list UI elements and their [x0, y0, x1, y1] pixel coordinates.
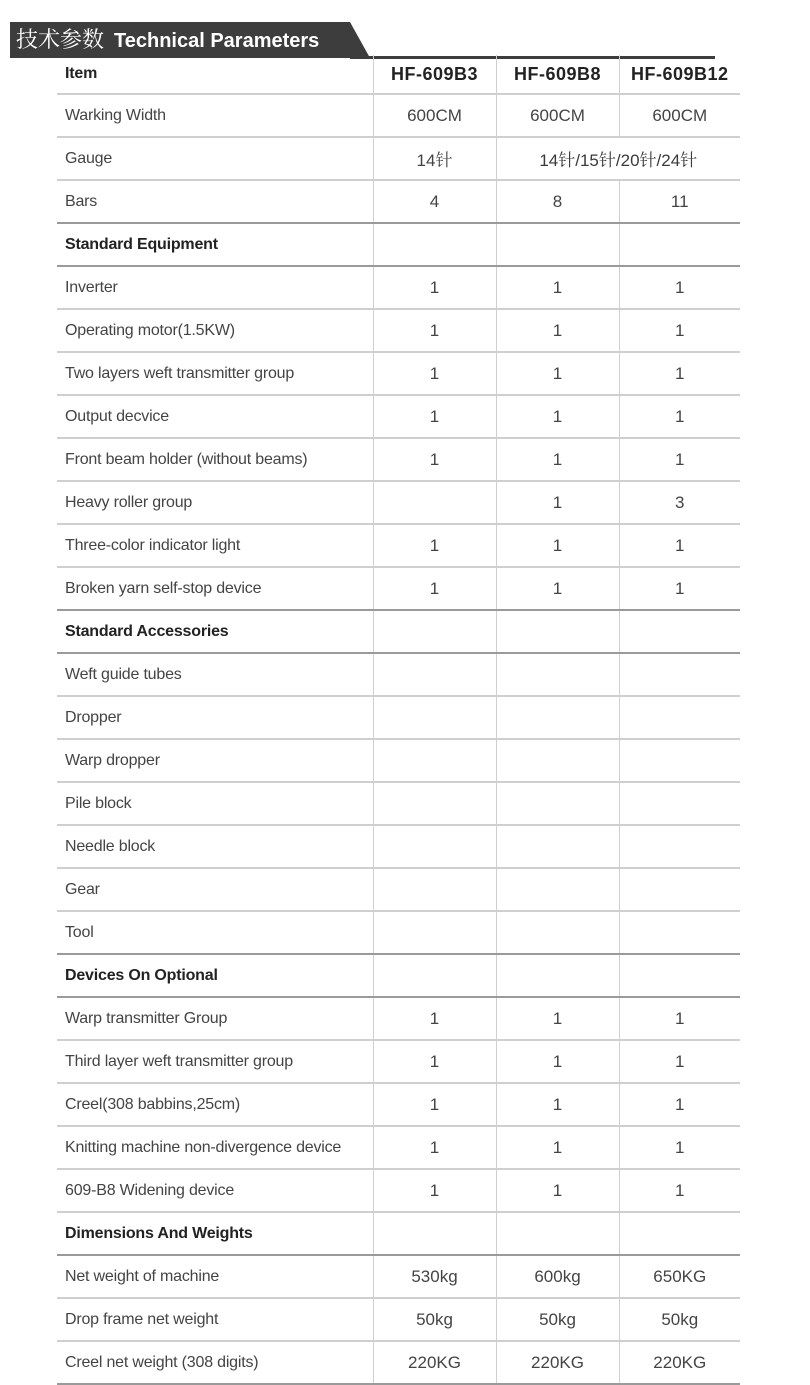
cell-b3: 14针	[373, 137, 496, 180]
cell-b3: 220KG	[373, 1341, 496, 1384]
cell-b12: 600CM	[619, 94, 740, 137]
row-label: Dropper	[57, 696, 373, 739]
row-label: Inverter	[57, 266, 373, 309]
row-label: Third layer weft transmitter group	[57, 1040, 373, 1083]
row-label: Needle block	[57, 825, 373, 868]
table-row	[57, 438, 740, 481]
table-row	[57, 653, 740, 696]
cell-b12: 1	[619, 352, 740, 395]
row-label: 609-B8 Widening device	[57, 1169, 373, 1212]
cell-b12: 1	[619, 266, 740, 309]
row-label: Output decvice	[57, 395, 373, 438]
cell-b3: 1	[373, 266, 496, 309]
table-row	[57, 1255, 740, 1298]
cell-b8: 600kg	[496, 1255, 619, 1298]
cell-b3: 1	[373, 1040, 496, 1083]
cell-b12: 3	[619, 481, 740, 524]
cell-b12: 1	[619, 1126, 740, 1169]
cell-b12: 650KG	[619, 1255, 740, 1298]
row-label: Pile block	[57, 782, 373, 825]
section-label: Devices On Optional	[57, 954, 373, 997]
cell-b8: 1	[496, 266, 619, 309]
row-label: Two layers weft transmitter group	[57, 352, 373, 395]
row-label: Creel net weight (308 digits)	[57, 1341, 373, 1384]
row-label: Front beam holder (without beams)	[57, 438, 373, 481]
cell-b12: 1	[619, 309, 740, 352]
row-label: Warking Width	[57, 94, 373, 137]
table-row	[57, 782, 740, 825]
cell-b8: 220KG	[496, 1341, 619, 1384]
row-label: Heavy roller group	[57, 481, 373, 524]
section-title-en: Technical Parameters	[114, 30, 320, 52]
cell-b8: 1	[496, 1083, 619, 1126]
cell-b8: 1	[496, 1169, 619, 1212]
cell-b3: 1	[373, 352, 496, 395]
cell-b8: 1	[496, 524, 619, 567]
cell-b3: 1	[373, 438, 496, 481]
cell-b12: 1	[619, 997, 740, 1040]
cell-b12: 50kg	[619, 1298, 740, 1341]
table-row	[57, 1169, 740, 1212]
cell-b12: 1	[619, 438, 740, 481]
row-label: Gauge	[57, 137, 373, 180]
table-row	[57, 395, 740, 438]
row-label: Broken yarn self-stop device	[57, 567, 373, 610]
cell-b8: 1	[496, 1126, 619, 1169]
cell-b3: 1	[373, 1083, 496, 1126]
cell-b3: 1	[373, 309, 496, 352]
cell-b12: 1	[619, 1040, 740, 1083]
cell-b8: 8	[496, 180, 619, 223]
table-row	[57, 997, 740, 1040]
cell-b3: 1	[373, 997, 496, 1040]
cell-b3: 4	[373, 180, 496, 223]
table-row	[57, 94, 740, 137]
cell-b12: 11	[619, 180, 740, 223]
table-row	[57, 868, 740, 911]
table-row	[57, 911, 740, 954]
column-header-item: Item	[57, 55, 373, 94]
cell-b8: 1	[496, 438, 619, 481]
table-row	[57, 524, 740, 567]
table-row	[57, 180, 740, 223]
cell-b3: 1	[373, 524, 496, 567]
cell-b12: 1	[619, 395, 740, 438]
row-label: Warp transmitter Group	[57, 997, 373, 1040]
section-label: Standard Equipment	[57, 223, 373, 266]
column-header-b3: HF-609B3	[373, 55, 496, 94]
cell-b3: 530kg	[373, 1255, 496, 1298]
cell-b8: 1	[496, 309, 619, 352]
cell-b3: 50kg	[373, 1298, 496, 1341]
cell-b12: 1	[619, 1083, 740, 1126]
cell-b3: 1	[373, 567, 496, 610]
table-row	[57, 1298, 740, 1341]
row-label: Three-color indicator light	[57, 524, 373, 567]
row-label: Bars	[57, 180, 373, 223]
cell-b3: 1	[373, 1169, 496, 1212]
cell-b8: 1	[496, 481, 619, 524]
section-title-cn: 技术参数	[16, 27, 105, 52]
cell-b8: 600CM	[496, 94, 619, 137]
row-label: Operating motor(1.5KW)	[57, 309, 373, 352]
column-header-b8: HF-609B8	[496, 55, 619, 94]
row-label: Creel(308 babbins,25cm)	[57, 1083, 373, 1126]
table-row	[57, 481, 740, 524]
cell-b12: 220KG	[619, 1341, 740, 1384]
cell-b3: 1	[373, 1126, 496, 1169]
table-row	[57, 1341, 740, 1384]
cell-b3	[373, 481, 496, 524]
table-row	[57, 825, 740, 868]
row-label: Tool	[57, 911, 373, 954]
section-row-standard-equipment	[57, 223, 740, 266]
table-row	[57, 352, 740, 395]
cell-b3: 1	[373, 395, 496, 438]
section-label: Standard Accessories	[57, 610, 373, 653]
cell-b12: 1	[619, 1169, 740, 1212]
cell-b8: 1	[496, 352, 619, 395]
row-label: Net weight of machine	[57, 1255, 373, 1298]
cell-b3: 600CM	[373, 94, 496, 137]
section-row-devices-on-optional	[57, 954, 740, 997]
row-label: Gear	[57, 868, 373, 911]
parameters-table	[57, 55, 740, 1385]
table-row	[57, 266, 740, 309]
row-label: Weft guide tubes	[57, 653, 373, 696]
cell-b12: 1	[619, 567, 740, 610]
row-label: Drop frame net weight	[57, 1298, 373, 1341]
cell-b8: 1	[496, 395, 619, 438]
column-header-b12: HF-609B12	[619, 55, 740, 94]
table-row	[57, 696, 740, 739]
cell-b8: 1	[496, 1040, 619, 1083]
table-row	[57, 309, 740, 352]
table-row	[57, 1083, 740, 1126]
row-label: Knitting machine non-divergence device	[57, 1126, 373, 1169]
row-label: Warp dropper	[57, 739, 373, 782]
cell-b8-b12-merged: 14针/15针/20针/24针	[496, 137, 740, 180]
table-header-row	[57, 55, 740, 94]
cell-b8: 1	[496, 997, 619, 1040]
section-row-standard-accessories	[57, 610, 740, 653]
table-row	[57, 1126, 740, 1169]
table-row	[57, 137, 740, 180]
section-row-dimensions-weights	[57, 1212, 740, 1255]
section-label: Dimensions And Weights	[57, 1212, 373, 1255]
table-row	[57, 1040, 740, 1083]
section-title	[16, 26, 319, 55]
table-row	[57, 567, 740, 610]
cell-b12: 1	[619, 524, 740, 567]
cell-b8: 50kg	[496, 1298, 619, 1341]
table-row	[57, 739, 740, 782]
cell-b8: 1	[496, 567, 619, 610]
